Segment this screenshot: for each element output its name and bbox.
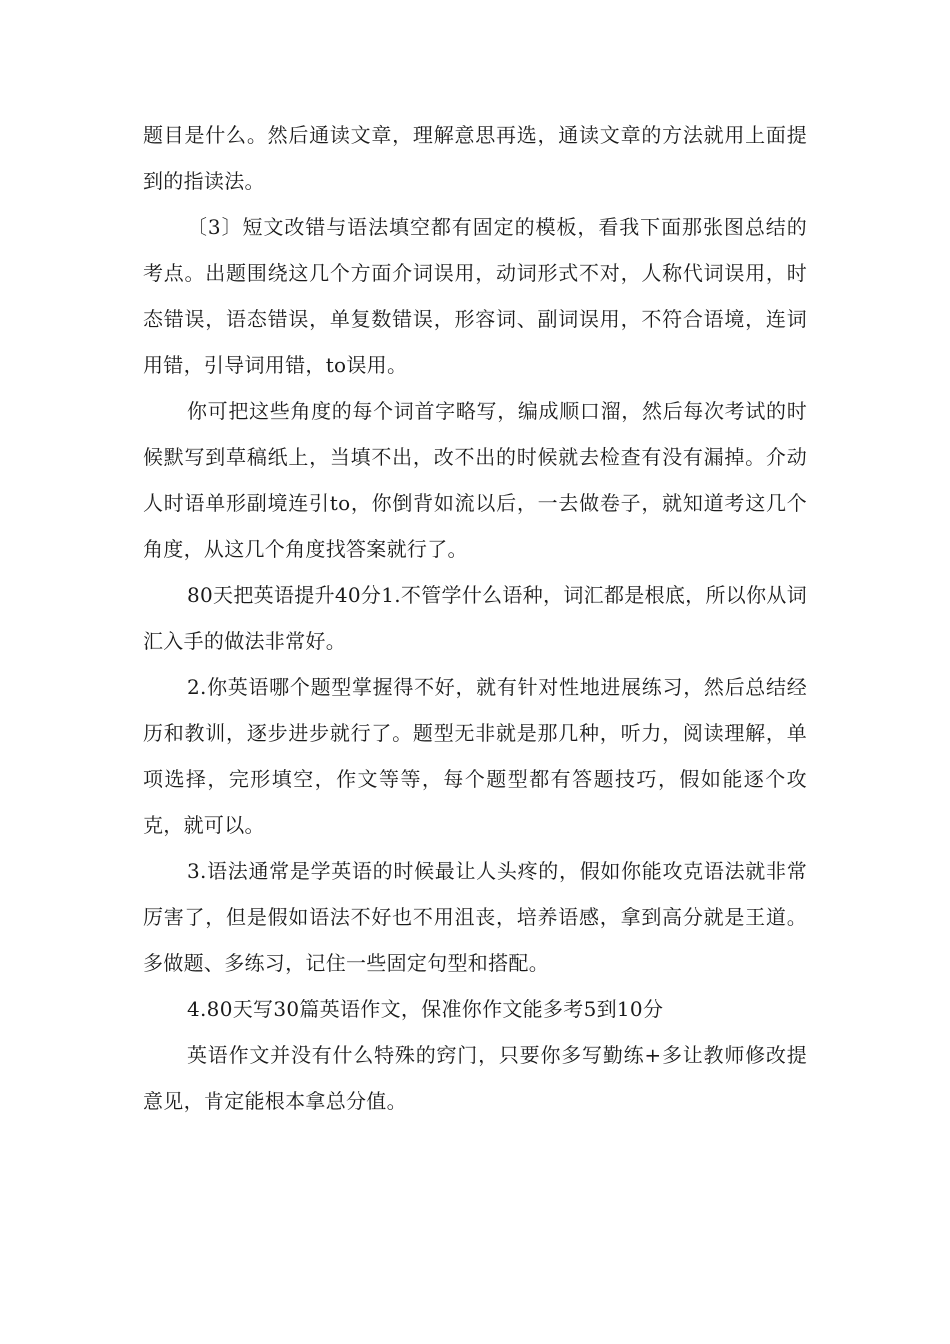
paragraph-grammar: 3.语法通常是学英语的时候最让人头疼的，假如你能攻克语法就非常厉害了，但是假如语法不好也不用沮丧，培养语感，拿到高分就是王道。多做题、多练习，记住一些固定句型和搭配。 (143, 859, 807, 975)
paragraph-proofreading-tips: 〔3〕短文改错与语法填空都有固定的模板，看我下面那张图总结的考点。出题围绕这几个方面介词误用，动词形式不对，人称代词误用，时态错误，语态错误，单复数错误，形容词、副词误用，不符合语境，连词用错，引导词用错，to误用。 (143, 215, 807, 377)
paragraph-mnemonic: 你可把这些角度的每个词首字略写，编成顺口溜，然后每次考试的时候默写到草稿纸上，当填不出，改不出的时候就去检查有没有漏掉。介动人时语单形副境连引to，你倒背如流以后，一去做卷子，就知道考这几个角度，从这几个角度找答案就行了。 (143, 399, 807, 561)
paragraph-vocabulary: 80天把英语提升40分1.不管学什么语种，词汇都是根底，所以你从词汇入手的做法非常好。 (143, 583, 807, 653)
paragraph-question-types: 2.你英语哪个题型掌握得不好，就有针对性地进展练习，然后总结经历和教训，逐步进步就行了。题型无非就是那几种，听力，阅读理解，单项选择，完形填空，作文等等，每个题型都有答题技巧，假如能逐个攻克，就可以。 (143, 675, 807, 837)
document-body (143, 112, 807, 1124)
paragraph-essay-heading: 4.80天写30篇英语作文，保准你作文能多考5到10分 (187, 997, 664, 1021)
paragraph-essay-advice: 英语作文并没有什么特殊的窍门，只要你多写勤练+多让教师修改提意见，肯定能根本拿总分值。 (143, 1043, 807, 1113)
paragraph-continuation: 题目是什么。然后通读文章，理解意思再选，通读文章的方法就用上面提到的指读法。 (143, 123, 807, 193)
